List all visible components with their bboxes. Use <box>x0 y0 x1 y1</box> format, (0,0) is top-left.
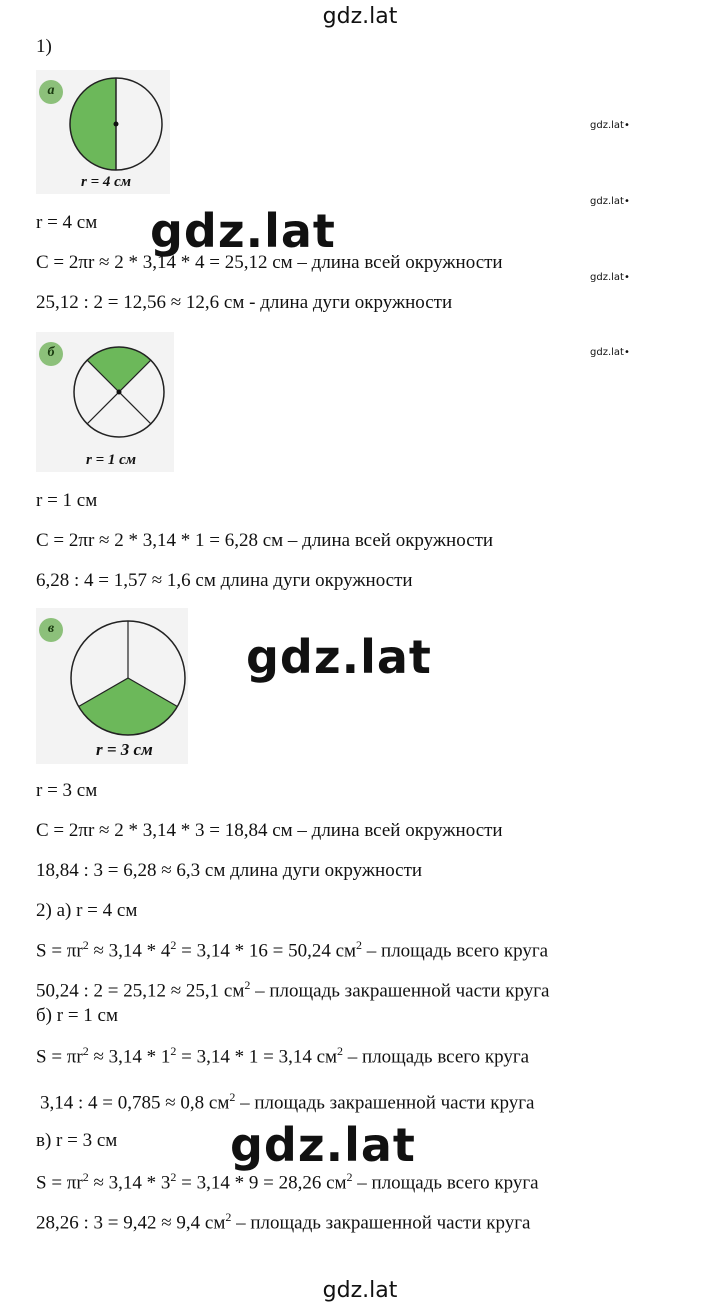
text-line: r = 3 см <box>36 780 98 801</box>
formula-line: 3,14 : 4 = 0,785 ≈ 0,8 $см^2$ – площадь закрашенной части круга <box>40 1090 535 1114</box>
quarter-circle-diagram <box>36 332 174 472</box>
watermark-large: gdz.lat <box>246 630 432 684</box>
figure-a-badge: а <box>39 80 63 104</box>
part-1-label: 1) <box>36 36 52 57</box>
watermark-large: gdz.lat <box>230 1118 416 1172</box>
watermark-small: gdz.lat• <box>590 347 630 358</box>
text-line: C = 2πr ≈ 2 * 3,14 * 1 = 6,28 см – длина всей окружности <box>36 530 494 551</box>
figure-b-caption: r = 1 см <box>86 452 137 468</box>
text-line: в) r = 3 см <box>36 1130 118 1151</box>
formula-line: $S = \pi r^2 \approx 3,14 * 1^2 = 3,14 * 1 = 3,14$ $см^2$ – площадь всего круга <box>36 1044 530 1068</box>
text-line: r = 4 см <box>36 212 98 233</box>
formula-line: $S = \pi r^2 \approx 3,14 * 4^2 = 3,14 * 16 = 50,24$ $см^2$ – площадь всего круга <box>36 938 549 962</box>
figure-c-caption: r = 3 см <box>96 740 153 759</box>
figure-a-caption: r = 4 см <box>81 174 132 190</box>
figure-b <box>36 332 174 472</box>
figure-b-badge: б <box>39 342 63 366</box>
text-line: б) r = 1 см <box>36 1005 118 1026</box>
watermark-top: gdz.lat <box>322 4 398 29</box>
text-line: 2) а) r = 4 см <box>36 900 138 921</box>
figure-c-badge: в <box>39 618 63 642</box>
text-line: 6,28 : 4 = 1,57 ≈ 1,6 см длина дуги окружности <box>36 570 413 591</box>
watermark-large: gdz.lat <box>150 204 336 258</box>
figure-a <box>36 70 170 194</box>
text-line: 18,84 : 3 = 6,28 ≈ 6,3 см длина дуги окружности <box>36 860 423 881</box>
text-line: C = 2πr ≈ 2 * 3,14 * 4 = 25,12 см – длина всей окружности <box>36 252 503 273</box>
text-line: 25,12 : 2 = 12,56 ≈ 12,6 см - длина дуги окружности <box>36 292 453 313</box>
watermark-bottom: gdz.lat <box>322 1278 398 1303</box>
formula-line: 28,26 : 3 = 9,42 ≈ 9,4 $см^2$ – площадь закрашенной части круга <box>36 1210 531 1234</box>
watermark-small: gdz.lat• <box>590 196 630 207</box>
watermark-small: gdz.lat• <box>590 120 630 131</box>
text-line: C = 2πr ≈ 2 * 3,14 * 3 = 18,84 см – длина всей окружности <box>36 820 503 841</box>
formula-line: $S = \pi r^2 \approx 3,14 * 3^2 = 3,14 * 9 = 28,26$ $см^2$ – площадь всего круга <box>36 1170 539 1194</box>
text-line: r = 1 см <box>36 490 98 511</box>
formula-line: 50,24 : 2 = 25,12 ≈ 25,1 $см^2$ – площадь закрашенной части круга <box>36 978 550 1002</box>
figure-c <box>36 608 188 764</box>
watermark-small: gdz.lat• <box>590 272 630 283</box>
